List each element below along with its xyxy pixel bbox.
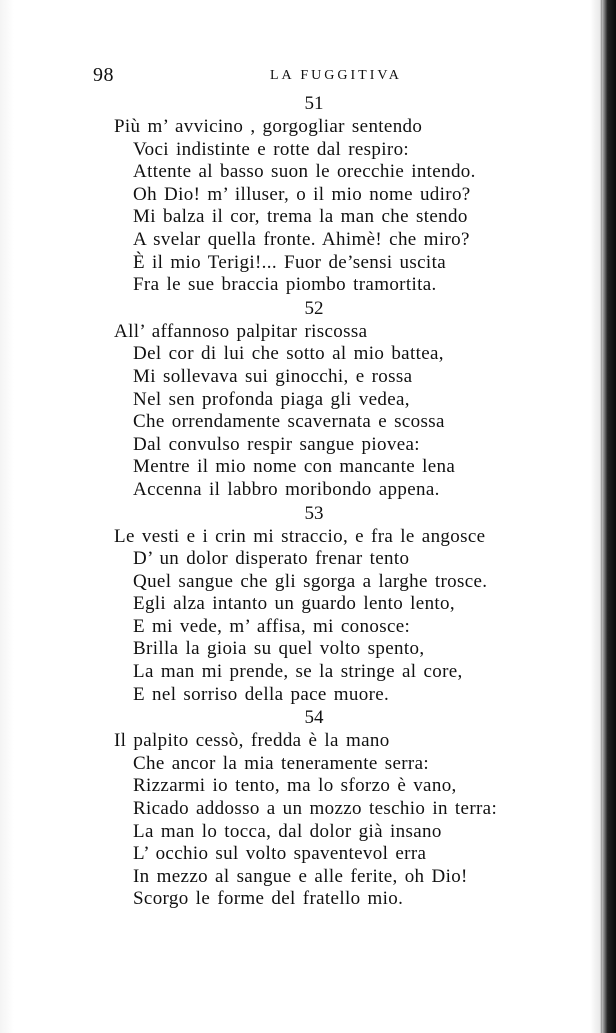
page-number: 98 <box>93 64 114 86</box>
verse-line: È il mio Terigi!... Fuor de’sensi uscita <box>133 251 446 273</box>
verse-line: Accenna il labbro moribondo appena. <box>133 478 440 500</box>
stanza-number: 52 <box>304 297 324 319</box>
verse-line: Mi balza il cor, trema la man che stendo <box>133 206 468 228</box>
verse-line: Quel sangue che gli sgorga a larghe trosce. <box>133 570 488 592</box>
verse-line: All’ affannoso palpitar riscossa <box>114 320 368 342</box>
verse-line: In mezzo al sangue e alle ferite, oh Dio! <box>133 865 468 887</box>
verse-line: Nel sen profonda piaga gli vedea, <box>133 388 410 410</box>
verse-line: La man mi prende, se la stringe al core, <box>133 661 463 683</box>
verse-line: Attente al basso suon le orecchie intendo. <box>133 161 476 183</box>
verse-line: E mi vede, m’ affisa, mi conosce: <box>133 615 411 637</box>
verse-line: Dal convulso respir sangue piovea: <box>133 433 420 455</box>
verse-line: Mentre il mio nome con mancante lena <box>133 456 456 478</box>
verse-line: Che ancor la mia teneramente serra: <box>133 752 430 774</box>
verse-line: Più m’ avvicino , gorgogliar sentendo <box>114 116 423 137</box>
verse-line: Il palpito cessò, fredda è la mano <box>114 730 390 752</box>
verse-line: Che orrendamente scavernata e scossa <box>133 411 445 433</box>
page-edge-shadow <box>602 0 616 1033</box>
verse-line: A svelar quella fronte. Ahimè! che miro? <box>133 228 470 250</box>
verse-line: La man lo tocca, dal dolor già insano <box>133 820 442 842</box>
verse-line: Le vesti e i crin mi straccio, e fra le angosce <box>114 525 486 547</box>
verse-line: D’ un dolor disperato frenar tento <box>133 548 410 570</box>
stanza <box>0 297 600 502</box>
verse-line: Mi sollevava sui ginocchi, e rossa <box>133 365 413 387</box>
running-title: LA FUGGITIVA <box>270 68 402 83</box>
verse-line: Scorgo le forme del fratello mio. <box>133 888 404 910</box>
stanza <box>0 92 600 297</box>
verse-line: Del cor di lui che sotto al mio battea, <box>133 343 444 365</box>
verse-line: Egli alza intanto un guardo lento lento, <box>133 593 456 615</box>
verse-line: Voci indistinte e rotte dal respiro: <box>133 138 410 160</box>
verse-line: Rizzarmi io tento, ma lo sforzo è vano, <box>133 775 457 797</box>
poem-body <box>0 92 600 911</box>
stanza-number: 54 <box>304 707 324 729</box>
page-header <box>0 64 600 88</box>
stanza <box>0 502 600 707</box>
verse-line: Ricado addosso a un mozzo teschio in terra: <box>133 798 498 820</box>
verse-line: Fra le sue braccia piombo tramortita. <box>133 274 437 296</box>
stanza-number: 51 <box>304 93 324 114</box>
stanza <box>0 706 600 911</box>
verse-line: Oh Dio! m’ illuser, o il mio nome udiro? <box>133 183 471 205</box>
verse-line: L’ occhio sul volto spaventevol erra <box>133 843 427 865</box>
verse-line: E nel sorriso della pace muore. <box>133 683 390 705</box>
verse-line: Brilla la gioia su quel volto spento, <box>133 638 425 660</box>
stanza-number: 53 <box>304 502 324 524</box>
